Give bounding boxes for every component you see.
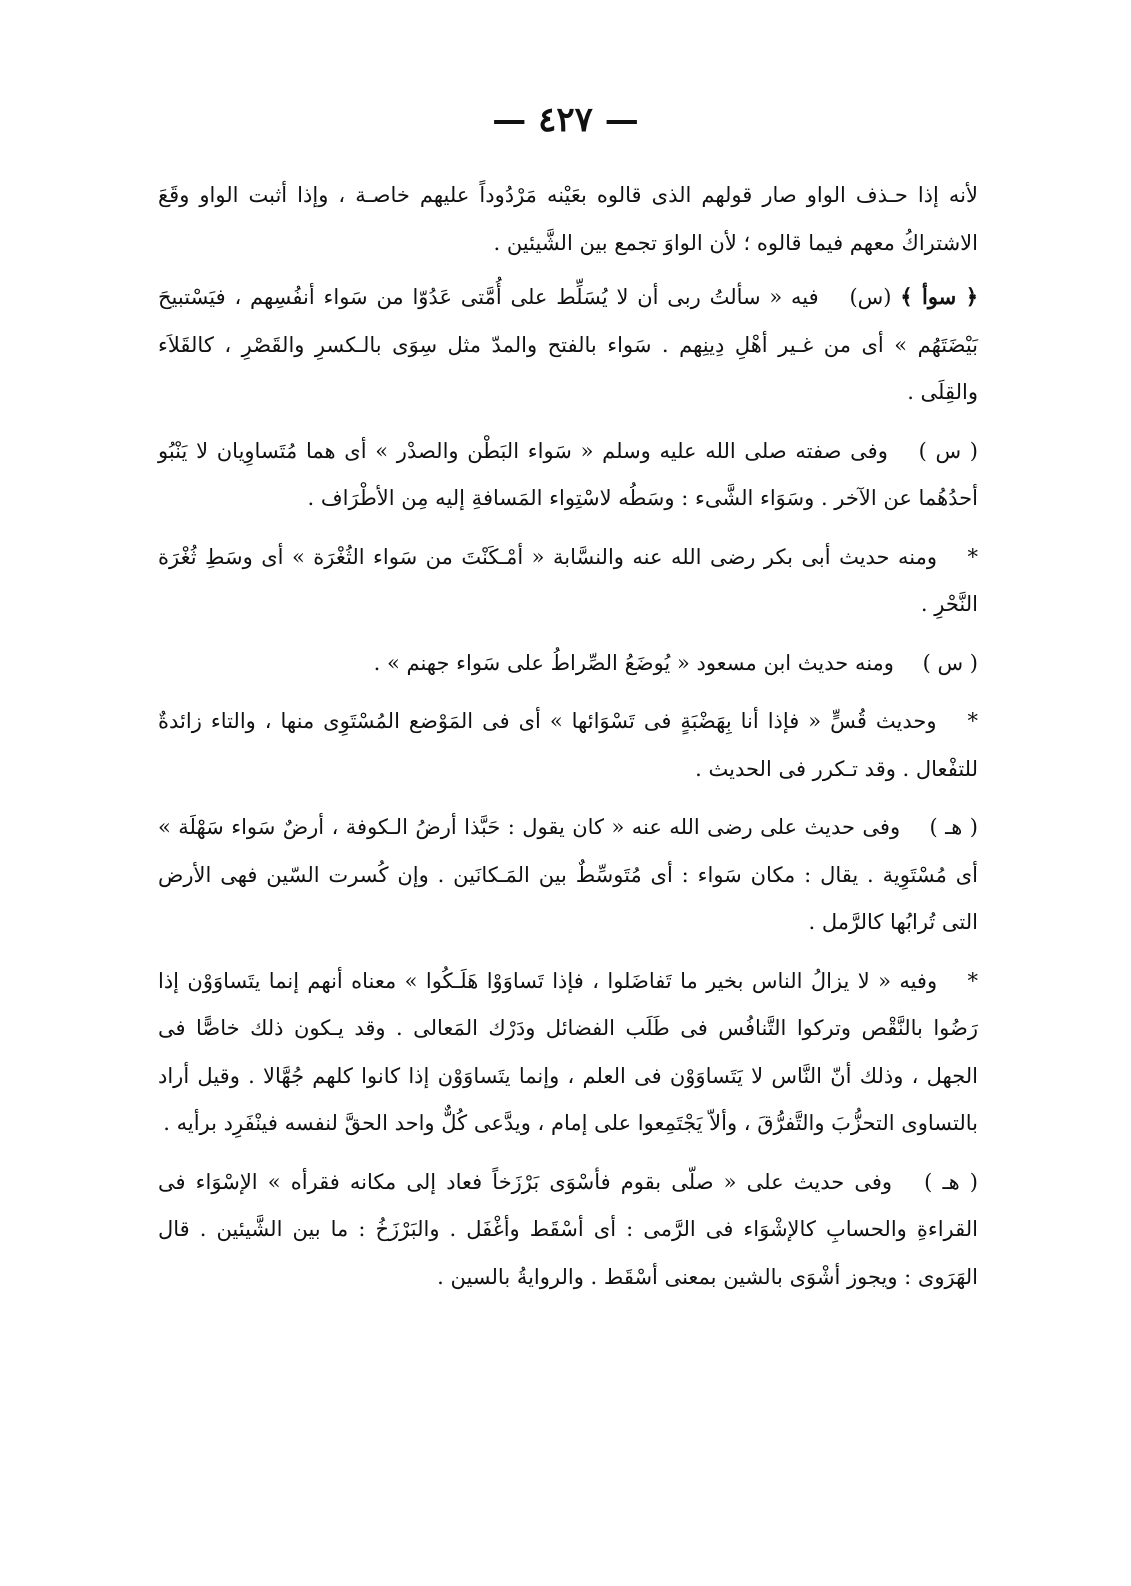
source-marker: ( س )	[922, 650, 978, 675]
paragraph-8	[158, 958, 978, 1148]
paragraph-9	[158, 1159, 978, 1302]
source-marker: ( هـ )	[924, 1169, 978, 1194]
paragraph-7	[158, 804, 978, 947]
source-marker: ( س )	[918, 438, 978, 463]
paragraph-text: وفى حديث على « صلّى بقوم فأسْوَى بَرْزَخاً فعاد إلى مكانه فقرأه » الإسْوَاء فى القراءةِ والحسابِ كالإشْوَاء فى الرَّمى : أى أسْقَط وأغْفَل . والبَرْزَخُ : ما بين الشَّيئين . قال الهَرَوى : ويجوز أشْوَى بالشين بمعنى أسْقَط . والروايةُ بالسين .	[158, 1169, 978, 1289]
paragraph-6	[158, 698, 978, 793]
page-number: — ٤٢٧ —	[492, 100, 639, 140]
paragraph-text: فيه « سألتُ ربى أن لا يُسَلِّط على أُمَّتى عَدُوّا من سَواء أنفُسِهم ، فيَسْتبيحَ بَيْضَتَهُم » أى من غـير أهْلِ دِينِهم . سَواء بالفتح والمدّ مثل سِوَى بالـكسرِ والقَصْرِ ، كالقَلاَء والقِلَى .	[158, 285, 978, 404]
paragraph-4	[158, 534, 978, 629]
asterisk-marker: *	[967, 709, 978, 733]
paragraph-text: ومنه حديث ابن مسعود « يُوضَعُ الصِّراطُ على سَواء جهنم » .	[373, 650, 894, 675]
asterisk-marker: *	[967, 544, 978, 569]
paragraph-text: وحديث قُسٍّ « فإذا أنا بِهَضْبَةٍ فى تَسْوَائها » أى فى المَوْضع المُسْتَوِى منها ، والتاء زائدةٌ للتفْعال . وقد تـكرر فى الحديث .	[158, 709, 978, 781]
paragraph-3	[158, 428, 978, 523]
paragraph-text: وفى حديث على رضى الله عنه « كان يقول : حَبَّذا أرضُ الـكوفة ، أرضٌ سَواء سَهْلَة » أى مُسْتَوِية . يقال : مكان سَواء : أى مُتَوسِّطٌ بين المَـكانَين . وإن كُسرت السّين فهى الأرض التى تُرابُها كالرَّمل .	[158, 815, 978, 934]
paragraph-5	[158, 640, 978, 688]
source-marker: ( هـ )	[929, 815, 979, 839]
paragraph-text: وفى صفته صلى الله عليه وسلم « سَواء البَطْن والصدْر » أى هما مُتَساوِيان لا يَنْبُو أحدُهُما عن الآخر . وسَوَاء الشَّىء : وسَطُه لاسْتِواء المَسافةِ إليه مِن الأطْرَاف .	[158, 438, 978, 510]
paragraph-text: ومنه حديث أبى بكر رضى الله عنه والنسَّابة « أمْـكَنْتَ من سَواء الثُغْرَة » أى وسَطِ ثُغْرَة النَّحْرِ .	[158, 544, 978, 616]
asterisk-marker: *	[967, 968, 978, 993]
paragraph-text: لأنه إذا حـذف الواو صار قولهم الذى قالوه بعَيْنه مَرْدُوداً عليهم خاصـة ، وإذا أثبت الواو وقَعَ الاشتراكُ معهم فيما قالوه ؛ لأن الواوَ تجمع بين الشَّيئين .	[158, 183, 978, 255]
entry-headword: ﴿ سوأ ﴾	[900, 284, 978, 309]
paragraph-text: وفيه « لا يزالُ الناس بخير ما تَفاضَلوا ، فإذا تَساوَوْا هَلَـكُوا » معناه أنهم إنما يتَساوَوْن إذا رَضُوا بالنَّقْص وتركوا التَّنافُس فى طَلَب الفضائل ودَرْك المَعالى . وقد يـكون ذلك خاصًّا فى الجهل ، وذلك أنّ النَّاس لا يَتَساوَوْن فى العلم ، وإنما يتَساوَوْن إذا كانوا كلهم جُهَّالا . وقيل أراد بالتساوى التحزُّبَ والتَّفرُّقَ ، وألاّ يَجْتَمِعوا على إمام ، ويدَّعى كُلٌّ واحد الحقَّ لنفسه فينْفَرِد برأيه .	[158, 968, 978, 1135]
source-marker: (س)	[849, 285, 892, 309]
paragraph-1	[158, 172, 978, 267]
paragraph-2	[158, 273, 978, 417]
text-body	[158, 172, 978, 1312]
